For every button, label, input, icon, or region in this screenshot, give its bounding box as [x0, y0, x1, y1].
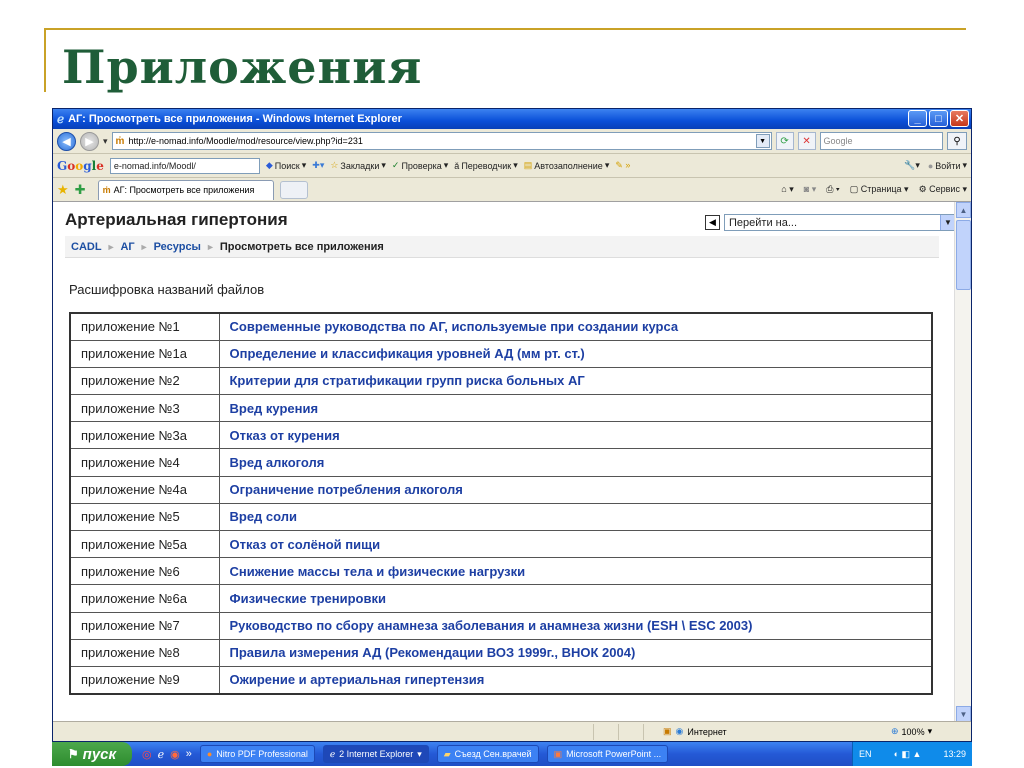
breadcrumb	[65, 236, 939, 258]
tools-menu[interactable]: ⚙ Сервис ▾	[918, 184, 967, 194]
jump-select-value: Перейти на...	[729, 216, 798, 229]
slide-accent-vertical	[44, 28, 46, 92]
translate-button[interactable]: ǎ Переводчик ▾	[454, 160, 518, 171]
breadcrumb-link-ag[interactable]: АГ	[120, 240, 135, 253]
zoom-icon: ⊕	[891, 726, 899, 736]
course-title: Артериальная гипертония	[65, 210, 288, 229]
table-row	[70, 639, 932, 666]
row-label: приложение №1	[70, 313, 219, 340]
taskbar-button-nitro[interactable]: ● Nitro PDF Professional	[200, 745, 315, 763]
new-tab-button[interactable]	[280, 181, 308, 199]
row-label: приложение №2	[70, 367, 219, 394]
table-row	[70, 503, 932, 530]
slide-accent-horizontal	[44, 28, 966, 30]
forward-button[interactable]: ▶	[80, 132, 99, 151]
search-input[interactable]: Google	[820, 132, 943, 150]
taskbar-button-powerpoint[interactable]: ▣ Microsoft PowerPoint ...	[547, 745, 669, 763]
row-label: приложение №4а	[70, 476, 219, 503]
row-label: приложение №9	[70, 666, 219, 693]
scroll-down-icon[interactable]: ▼	[956, 706, 971, 722]
print-icon[interactable]: ⎙ ▾	[826, 184, 840, 194]
row-label: приложение №7	[70, 612, 219, 639]
favorites-star-icon[interactable]: ★	[57, 181, 69, 197]
language-indicator[interactable]: EN	[859, 749, 872, 759]
resource-link[interactable]: Вред курения	[229, 400, 319, 416]
resource-link[interactable]: Вред соли	[229, 509, 298, 525]
wrench-icon[interactable]: 🔧▾	[904, 160, 920, 170]
jump-prev-button[interactable]: ◀	[705, 215, 720, 230]
resource-link[interactable]: Отказ от солёной пищи	[229, 536, 381, 552]
page-content	[53, 202, 956, 722]
google-toolbar	[53, 154, 971, 178]
search-icon[interactable]: ⚲	[947, 132, 967, 150]
table-row	[70, 367, 932, 394]
autofill-button[interactable]: ▤ Автозаполнение ▾	[523, 160, 610, 171]
system-tray	[852, 742, 972, 766]
close-button[interactable]: ✕	[950, 110, 969, 127]
row-label: приложение №4	[70, 449, 219, 476]
ie-quicklaunch-icon[interactable]: ℯ	[157, 748, 165, 761]
tab-label: АГ: Просмотреть все приложения	[113, 185, 255, 195]
breadcrumb-separator-icon: ►	[139, 241, 149, 252]
table-row	[70, 340, 932, 367]
status-bar	[53, 721, 972, 741]
zone-label: Интернет	[687, 726, 727, 737]
title-bar[interactable]	[53, 109, 971, 129]
table-row	[70, 313, 932, 340]
zoom-control[interactable]	[891, 726, 932, 737]
clock: 13:29	[943, 749, 966, 759]
row-label: приложение №6а	[70, 585, 219, 612]
protected-mode-icon: ▣	[663, 726, 672, 736]
home-icon[interactable]: ⌂ ▾	[781, 184, 794, 194]
chevron-down-icon: ▾	[417, 748, 422, 759]
breadcrumb-separator-icon: ►	[106, 241, 116, 252]
minimize-button[interactable]: _	[908, 110, 927, 127]
scroll-thumb[interactable]	[956, 220, 971, 290]
vertical-scrollbar[interactable]	[954, 202, 971, 722]
browser-window	[52, 108, 972, 742]
appendix-table	[69, 312, 933, 695]
zoom-value: 100%	[901, 726, 925, 737]
tab-bar	[53, 178, 971, 202]
refresh-icon[interactable]: ⟳	[776, 132, 794, 150]
resource-link[interactable]: Физические тренировки	[229, 590, 386, 606]
google-right-group	[904, 160, 967, 171]
tab-favicon-icon: ṁ	[102, 185, 111, 195]
row-label: приложение №3	[70, 395, 219, 422]
chevron-down-icon: ▾	[927, 726, 933, 736]
resource-link[interactable]: Вред алкоголя	[229, 455, 325, 471]
window-controls	[908, 110, 969, 127]
browser-quicklaunch-icon[interactable]: ◉	[170, 748, 180, 761]
more-quicklaunch-icon[interactable]: »	[185, 747, 192, 760]
row-label: приложение №1а	[70, 340, 219, 367]
resource-link[interactable]: Ограничение потребления алкоголя	[229, 482, 463, 498]
windows-logo-icon: ⚑	[67, 747, 79, 761]
address-field[interactable]	[112, 132, 772, 150]
start-label: пуск	[82, 745, 117, 763]
resource-link[interactable]: Современные руководства по АГ, используемые при создании курса	[229, 319, 679, 335]
table-row	[70, 422, 932, 449]
ie-icon: ℯ	[329, 748, 336, 759]
description-text: Расшифровка названий файлов	[69, 282, 265, 297]
spellcheck-button[interactable]: ✓ Проверка ▾	[391, 160, 449, 171]
breadcrumb-separator-icon: ►	[205, 241, 215, 252]
table-row	[70, 395, 932, 422]
resource-link[interactable]: Снижение массы тела и физические нагрузки	[229, 563, 526, 579]
tab-active[interactable]	[98, 180, 274, 200]
breadcrumb-current: Просмотреть все приложения	[219, 240, 384, 253]
table-row	[70, 612, 932, 639]
row-label: приложение №8	[70, 639, 219, 666]
slide-title: Приложения	[62, 40, 423, 94]
resource-link[interactable]: Критерии для стратификации групп риска больных АГ	[229, 373, 585, 389]
jump-navigation	[705, 214, 956, 231]
ie-icon: ℯ	[57, 112, 65, 126]
google-search-button[interactable]: ◆ Поиск ▾	[265, 160, 307, 171]
window-title: АГ: Просмотреть все приложения - Windows Internet Explorer	[68, 113, 402, 125]
row-label: приложение №3а	[70, 422, 219, 449]
folder-icon: ▰	[443, 748, 451, 759]
start-button[interactable]	[52, 742, 132, 766]
url-text: http://e-nomad.info/Moodle/mod/resource/view.php?id=231	[128, 136, 363, 146]
row-label: приложение №5а	[70, 531, 219, 558]
nitro-icon: ●	[206, 749, 213, 759]
quick-launch	[142, 748, 192, 761]
security-zone[interactable]	[663, 726, 727, 737]
stop-icon[interactable]: ✕	[798, 132, 816, 150]
table-row	[70, 558, 932, 585]
globe-icon: ◉	[675, 726, 684, 736]
tray-icons[interactable]: ◐ ◧ ▲	[893, 748, 922, 759]
row-label: приложение №6	[70, 558, 219, 585]
command-bar	[781, 184, 967, 195]
scroll-up-icon[interactable]: ▲	[956, 202, 971, 218]
resource-link[interactable]: Определение и классификация уровней АД (мм рт. ст.)	[229, 346, 585, 362]
site-favicon-icon: ṁ	[115, 135, 125, 147]
taskbar	[52, 742, 972, 766]
powerpoint-icon: ▣	[553, 748, 563, 759]
taskbar-button-folder[interactable]: ▰ Съезд Сен.врачей	[437, 745, 539, 763]
add-favorite-icon[interactable]: ✚	[74, 181, 86, 197]
address-toolbar	[53, 129, 971, 154]
address-dropdown-icon[interactable]: ▼	[756, 134, 770, 148]
table-row	[70, 476, 932, 503]
history-dropdown-icon[interactable]: ▾	[103, 135, 108, 146]
status-divider	[593, 724, 594, 740]
table-row	[70, 531, 932, 558]
breadcrumb-link-resources[interactable]: Ресурсы	[153, 240, 201, 253]
google-search-input[interactable]: e-nomad.info/Moodl/	[110, 158, 260, 174]
signin-button[interactable]: ● Войти ▾	[927, 160, 967, 171]
pencil-icon[interactable]: ✎ »	[615, 160, 631, 170]
maximize-button[interactable]: □	[929, 110, 948, 127]
resource-link[interactable]: Правила измерения АД (Рекомендации ВОЗ 1999г., ВНОК 2004)	[229, 645, 636, 661]
status-divider	[643, 724, 644, 740]
page-menu[interactable]: ▢ Страница ▾	[849, 184, 909, 194]
chevron-down-icon: ▼	[940, 215, 955, 230]
resource-link[interactable]: Ожирение и артериальная гипертензия	[229, 672, 485, 688]
jump-select[interactable]	[724, 214, 956, 231]
table-row	[70, 585, 932, 612]
status-divider	[618, 724, 619, 740]
back-button[interactable]: ◀	[57, 132, 76, 151]
table-row	[70, 666, 932, 693]
google-logo: Google	[57, 158, 104, 173]
opera-icon[interactable]: ◎	[142, 748, 152, 761]
table-row	[70, 449, 932, 476]
resource-link[interactable]: Руководство по сбору анамнеза заболевания и анамнеза жизни (ESH \ ESC 2003)	[229, 618, 753, 634]
row-label: приложение №5	[70, 503, 219, 530]
resource-link[interactable]: Отказ от курения	[229, 427, 340, 443]
taskbar-button-ie[interactable]: ℯ 2 Internet Explorer ▾	[323, 745, 429, 763]
feeds-icon[interactable]: ◙ ▾	[803, 184, 817, 194]
breadcrumb-link-cadl[interactable]: CADL	[71, 240, 102, 253]
bookmarks-button[interactable]: ☆ Закладки ▾	[330, 160, 386, 171]
puzzle-icon[interactable]: ✚▾	[312, 160, 325, 170]
